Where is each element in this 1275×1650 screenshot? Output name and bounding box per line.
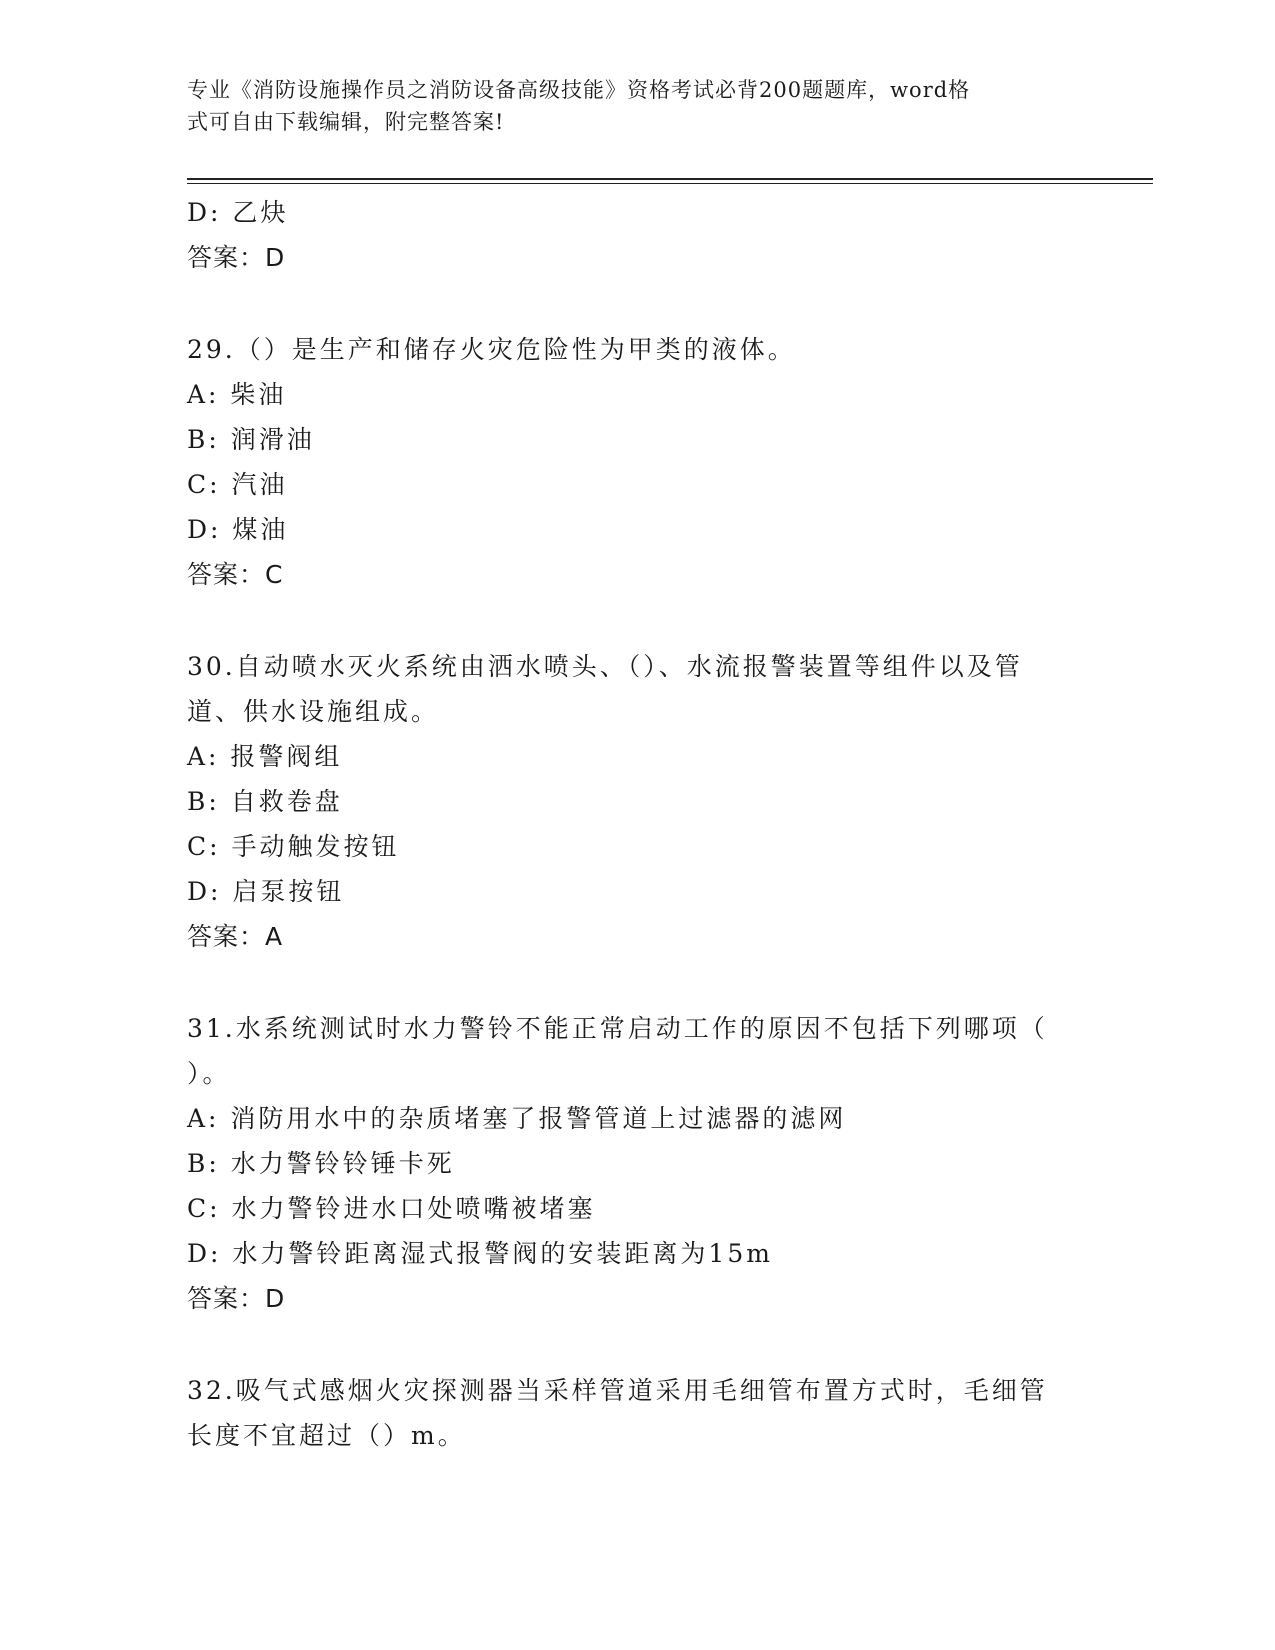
spacer [187,959,1067,1006]
spacer [187,597,1067,644]
spacer [187,280,1067,327]
spacer [187,1321,1067,1368]
option-a: A: 报警阀组 [187,742,343,771]
header-divider-thick [187,178,1153,180]
option-d: D: 启泵按钮 [187,877,345,906]
question-stem: 30.自动喷水灭火系统由洒水喷头、（）、水流报警装置等组件以及管 [187,652,1023,681]
question-content [187,190,1067,1458]
answer-line: 答案：D [187,1284,286,1313]
question-block [187,644,1067,959]
option-c: C: 汽油 [187,470,288,499]
question-stem: 29.（）是生产和储存火灾危险性为甲类的液体。 [187,335,796,364]
option-a: A: 柴油 [187,380,287,409]
answer-line: 答案：A [187,922,284,951]
question-stem: 32.吸气式感烟火灾探测器当采样管道采用毛细管布置方式时，毛细管 [187,1376,1048,1405]
option-d: D: 煤油 [187,515,289,544]
question-block [187,327,1067,597]
answer-line: 答案：C [187,560,284,589]
option-a: A: 消防用水中的杂质堵塞了报警管道上过滤器的滤网 [187,1104,847,1133]
option-c: C: 手动触发按钮 [187,832,400,861]
header-line-1: 专业《消防设施操作员之消防设备高级技能》资格考试必背200题题库，word格 [187,78,971,102]
option-c: C: 水力警铃进水口处喷嘴被堵塞 [187,1194,596,1223]
question-block [187,1006,1067,1321]
option-d: D: 乙炔 [187,198,289,227]
document-header [187,74,1067,138]
answer-line: 答案：D [187,243,286,272]
header-divider-thin [187,183,1153,184]
option-b: B: 水力警铃铃锤卡死 [187,1149,455,1178]
question-stem-continued: ）。 [187,1059,231,1088]
question-stem-continued: 长度不宜超过（）m。 [187,1421,466,1450]
question-stem-continued: 道、供水设施组成。 [187,697,440,726]
question-block [187,1368,1067,1458]
option-b: B: 润滑油 [187,425,315,454]
header-line-2: 式可自由下载编辑，附完整答案! [187,110,505,134]
option-d: D: 水力警铃距离湿式报警阀的安装距离为15m [187,1239,773,1268]
option-b: B: 自救卷盘 [187,787,343,816]
question-stem: 31.水系统测试时水力警铃不能正常启动工作的原因不包括下列哪项（ [187,1014,1048,1043]
